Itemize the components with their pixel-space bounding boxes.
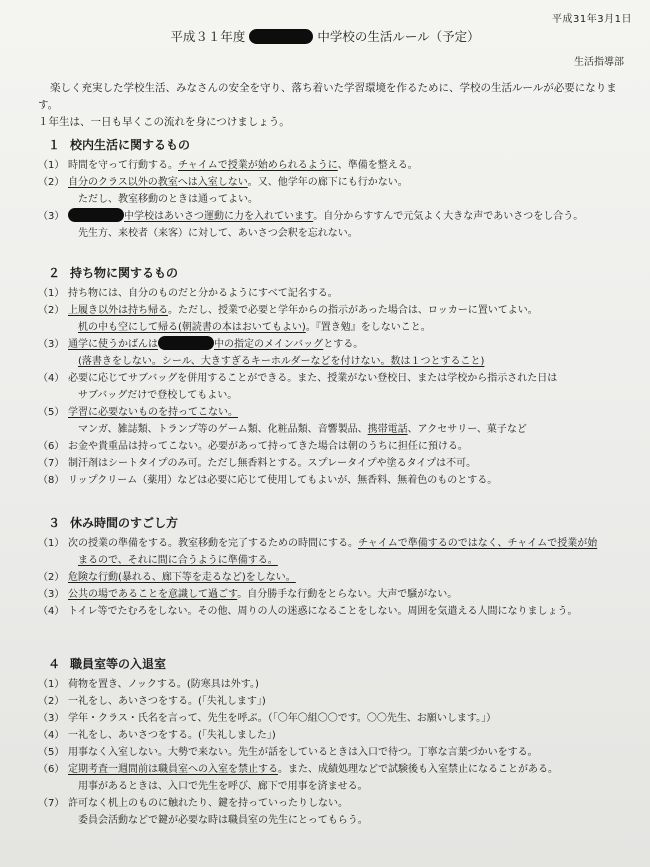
- document-date: 平成31年3月1日: [552, 14, 632, 25]
- rule-text: 一礼をし、あいさつをする。(「失礼します」): [68, 696, 266, 707]
- section-staff-room: [38, 655, 633, 829]
- underlined-text: 中学校はあいさつ運動に力を入れています: [124, 211, 314, 222]
- rule-text: 一礼をし、あいさつをする。(「失礼しました」): [68, 730, 276, 741]
- rule-item: [38, 285, 633, 302]
- rule-item: [38, 676, 633, 693]
- document-title: [0, 27, 650, 45]
- rule-number: （2）: [38, 177, 65, 188]
- section-title: 持ち物に関するもの: [70, 266, 179, 280]
- underlined-text: 上履き以外は持ち帰る: [68, 305, 168, 316]
- rule-item: [38, 302, 633, 319]
- rule-continuation: [38, 778, 633, 795]
- rule-continuation: [38, 319, 633, 336]
- rule-text: リップクリーム（薬用）などは必要に応じて使用してもよいが、無香料、無着色のものとする。: [68, 475, 498, 486]
- section-title: 休み時間のすごし方: [70, 516, 179, 530]
- rule-text: 許可なく机上のものに触れたり、鍵を持っていったりしない。: [68, 798, 348, 809]
- underlined-text: チャイムで授業が始められるように: [178, 160, 338, 171]
- underlined-text: 机の中も空にして帰る(朝読書の本はおいてもよい): [78, 322, 306, 333]
- rule-text: 用事なく入室しない。大勢で来ない。先生が話をしているときは入口で待つ。丁寧な言葉づかいをする。: [68, 747, 538, 758]
- rule-text: 、アクセサリー、菓子など: [407, 424, 527, 435]
- section-number: ４: [48, 657, 61, 671]
- rule-text: 。ただし、授業で必要と学年からの指示があった場合は、ロッカーに置いてよい。: [168, 305, 538, 316]
- underlined-text: 携帯電話: [367, 424, 408, 435]
- rule-number: （5）: [38, 407, 65, 418]
- title-suffix: 中学校の生活ルール（予定）: [317, 29, 480, 44]
- rule-text: マンガ、雑誌類、トランプ等のゲーム類、化粧品類、音響製品、: [78, 424, 368, 435]
- rule-number: （3）: [38, 211, 65, 222]
- rule-item: [38, 744, 633, 761]
- rule-number: （2）: [38, 696, 65, 707]
- rule-number: （1）: [38, 679, 65, 690]
- title-prefix: 平成３１年度: [170, 29, 246, 44]
- rule-continuation: [38, 552, 633, 569]
- section-number: ２: [48, 266, 61, 280]
- section-heading: [48, 514, 633, 531]
- rule-text: ただし、教室移動のときは通ってよい。: [78, 194, 258, 205]
- rule-item: [38, 455, 633, 472]
- section-title: 職員室等の入退室: [70, 657, 167, 671]
- rule-text: 用事があるときは、入口で先生を呼び、廊下で用事を済ませる。: [78, 781, 368, 792]
- rule-continuation: [38, 812, 633, 829]
- rule-number: （3）: [38, 589, 65, 600]
- underlined-text: まるので、それに間に合うように準備する。: [78, 555, 278, 566]
- rule-item: [38, 535, 633, 552]
- rule-item: [38, 693, 633, 710]
- section-number: ３: [48, 516, 61, 530]
- rule-text: 制汗剤はシートタイプのみ可。ただし無香料とする。スプレータイプや塗るタイプは不可。: [68, 458, 477, 469]
- rule-item: [38, 727, 633, 744]
- rule-text: 荷物を置き、ノックする。(防寒具は外す。): [68, 679, 259, 690]
- rule-number: （8）: [38, 475, 65, 486]
- underlined-text: 中の指定のメインバッグ: [214, 339, 324, 350]
- rule-number: （7）: [38, 458, 65, 469]
- rule-item: [38, 586, 633, 603]
- rule-text: 学年・クラス・氏名を言って、先生を呼ぶ。（「〇年〇組〇〇です。〇〇先生、お願いします。」）: [68, 713, 497, 724]
- intro-paragraph: [38, 80, 628, 131]
- underlined-text: 危険な行動(暴れる、廊下等を走るなど)をしない。: [68, 572, 296, 583]
- underlined-text: 通学に使うかばんは: [68, 339, 158, 350]
- rule-number: （4）: [38, 606, 65, 617]
- section-title: 校内生活に関するもの: [70, 138, 191, 152]
- rule-item: [38, 438, 633, 455]
- rule-item: [38, 761, 633, 778]
- intro-line-1: 楽しく充実した学校生活、みなさんの安全を守り、落ち着いた学習環境を作るために、学校の生活ルールが必要になります。: [38, 82, 617, 111]
- section-school-life: [38, 136, 633, 242]
- rule-text: 時間を守って行動する。: [68, 160, 178, 171]
- rule-continuation: [38, 225, 633, 242]
- rule-continuation: [38, 353, 633, 370]
- rule-item: [38, 569, 633, 586]
- rule-text: 。また、成績処理などで試験後も入室禁止になることがある。: [278, 764, 558, 775]
- rule-text: 、準備を整える。: [337, 160, 418, 171]
- rule-number: （3）: [38, 713, 65, 724]
- rule-text: お金や貴重品は持ってこない。必要があって持ってきた場合は朝のうちに担任に預ける。: [68, 441, 468, 452]
- rule-number: （4）: [38, 373, 65, 384]
- rule-text: トイレ等でたむろをしない。その他、周りの人の迷惑になることをしない。周囲を気遣える人間になりましょう。: [68, 606, 578, 617]
- rule-item: [38, 795, 633, 812]
- rule-number: （3）: [38, 339, 65, 350]
- rule-item: [38, 603, 633, 620]
- rule-item: [38, 174, 633, 191]
- underlined-text: 定期考査一週間前は職員室への入室を禁止する: [68, 764, 278, 775]
- rule-number: （2）: [38, 572, 65, 583]
- rule-item: [38, 208, 633, 225]
- rule-number: （1）: [38, 288, 65, 299]
- section-break-time: [38, 514, 633, 620]
- rule-number: （2）: [38, 305, 65, 316]
- rule-item: [38, 710, 633, 727]
- rule-item: [38, 157, 633, 174]
- redacted-school-name: [68, 208, 124, 222]
- rule-text: サブバッグだけで登校してもよい。: [78, 390, 238, 401]
- rule-text: 次の授業の準備をする。教室移動を完了するための時間にする。: [68, 538, 358, 549]
- rule-number: （7）: [38, 798, 65, 809]
- rule-number: （1）: [38, 538, 65, 549]
- rule-text: 。自分からすすんで元気よく大きな声であいさつをし合う。: [313, 211, 584, 222]
- rule-continuation: [38, 387, 633, 404]
- rule-continuation: [38, 191, 633, 208]
- section-heading: [48, 655, 633, 672]
- underlined-text: 自分のクラス以外の教室へは入室しない: [68, 177, 248, 188]
- issuing-department: 生活指導部: [574, 57, 624, 68]
- rule-continuation: [38, 421, 633, 438]
- underlined-text: (落書きをしない。シール、大きすぎるキーホルダーなどを付けない。数は１つとすること): [78, 356, 485, 367]
- rule-item: [38, 370, 633, 387]
- underlined-text: チャイムで準備するのではなく、チャイムで授業が始: [358, 538, 598, 549]
- rule-number: （5）: [38, 747, 65, 758]
- intro-line-2: １年生は、一日も早くこの流れを身につけましょう。: [38, 116, 290, 128]
- rule-text: 先生方、来校者（来客）に対して、あいさつ会釈を忘れない。: [78, 228, 358, 239]
- section-belongings: [38, 264, 633, 489]
- rule-number: （6）: [38, 441, 65, 452]
- rule-number: （1）: [38, 160, 65, 171]
- rule-number: （4）: [38, 730, 65, 741]
- rule-item: [38, 336, 633, 353]
- rule-text: 委員会活動などで鍵が必要な時は職員室の先生にとってもらう。: [78, 815, 368, 826]
- rule-text: 。自分勝手な行動をとらない。大声で騒がない。: [237, 589, 458, 600]
- rule-text: 必要に応じてサブバッグを併用することができる。また、授業がない登校日、または学校から指示された日は: [68, 373, 558, 384]
- rule-item: [38, 404, 633, 421]
- rule-text: 持ち物には、自分のものだと分かるようにすべて記名する。: [68, 288, 338, 299]
- rule-text: 。『置き勉』をしないこと。: [305, 322, 431, 333]
- section-heading: [48, 136, 633, 153]
- rule-item: [38, 472, 633, 489]
- section-number: １: [48, 138, 61, 152]
- redacted-school-name: [158, 336, 214, 350]
- underlined-text: 学習に必要ないものを持ってこない。: [68, 407, 238, 418]
- underlined-text: 公共の場であることを意識して過ごす: [68, 589, 238, 600]
- section-heading: [48, 264, 633, 281]
- redacted-school-name: [249, 29, 313, 44]
- rule-text: 。又、他学年の廊下にも行かない。: [247, 177, 408, 188]
- rule-number: （6）: [38, 764, 65, 775]
- rule-text: とする。: [323, 339, 364, 350]
